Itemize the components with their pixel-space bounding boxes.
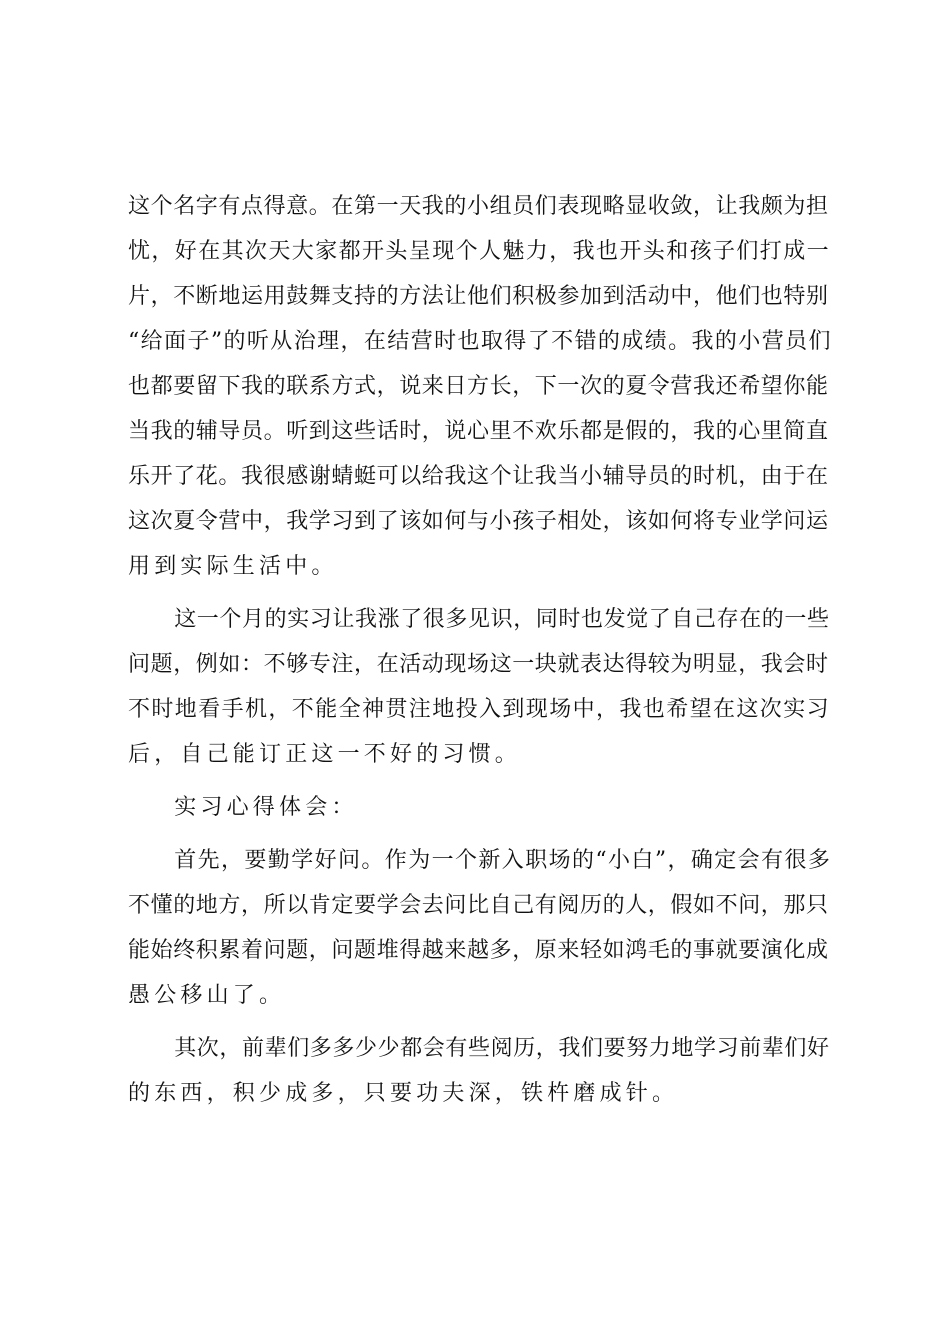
text-line: 乐开了花。我很感谢蜻蜓可以给我这个让我当小辅导员的时机，由于在 [128, 464, 829, 489]
text-line: 不懂的地方，所以肯定要学会去问比自己有阅历的人，假如不问，那只 [128, 893, 829, 918]
text-line: 问题，例如：不够专注，在活动现场这一块就表达得较为明显，我会时 [128, 652, 829, 677]
text-line: “给面子”的听从治理，在结营时也取得了不错的成绩。我的小营员们 [128, 329, 832, 354]
text-line: 这次夏令营中，我学习到了该如何与小孩子相处，该如何将专业学问运 [128, 509, 829, 534]
text-line: 的东西，积少成多，只要功夫深，铁杵磨成针。 [128, 1081, 679, 1106]
text-line: 用到实际生活中。 [128, 554, 338, 579]
text-line: 片，不断地运用鼓舞支持的方法让他们积极参加到活动中，他们也特别 [128, 284, 829, 309]
paragraph-1 [128, 184, 832, 589]
paragraph-2 [128, 597, 832, 777]
text-line: 当我的辅导员。听到这些话时，说心里不欢乐都是假的，我的心里简直 [128, 419, 829, 444]
section-heading: 实习心得体会： [174, 795, 358, 820]
text-line: 后，自己能订正这一不好的习惯。 [128, 742, 522, 767]
text-line: 不时地看手机，不能全神贯注地投入到现场中，我也希望在这次实习 [128, 697, 831, 722]
text-line: 这一个月的实习让我涨了很多见识，同时也发觉了自己存在的一些 [174, 607, 830, 632]
text-line: 也都要留下我的联系方式，说来日方长，下一次的夏令营我还希望你能 [128, 374, 829, 399]
text-line: 首先，要勤学好问。作为一个新入职场的“小白”，确定会有很多 [174, 848, 832, 873]
text-line: 这个名字有点得意。在第一天我的小组员们表现略显收敛，让我颇为担 [128, 194, 829, 219]
text-line: 忧，好在其次天大家都开头呈现个人魅力，我也开头和孩子们打成一 [128, 239, 831, 264]
paragraph-4 [128, 838, 832, 1018]
text-line: 其次，前辈们多多少少都会有些阅历，我们要努力地学习前辈们好 [174, 1036, 830, 1061]
document-body [128, 184, 832, 1124]
paragraph-3-heading [128, 785, 832, 830]
text-line: 能始终积累着问题，问题堆得越来越多，原来轻如鸿毛的事就要演化成 [128, 938, 829, 963]
paragraph-5 [128, 1026, 832, 1116]
text-line: 愚公移山了。 [128, 983, 286, 1008]
